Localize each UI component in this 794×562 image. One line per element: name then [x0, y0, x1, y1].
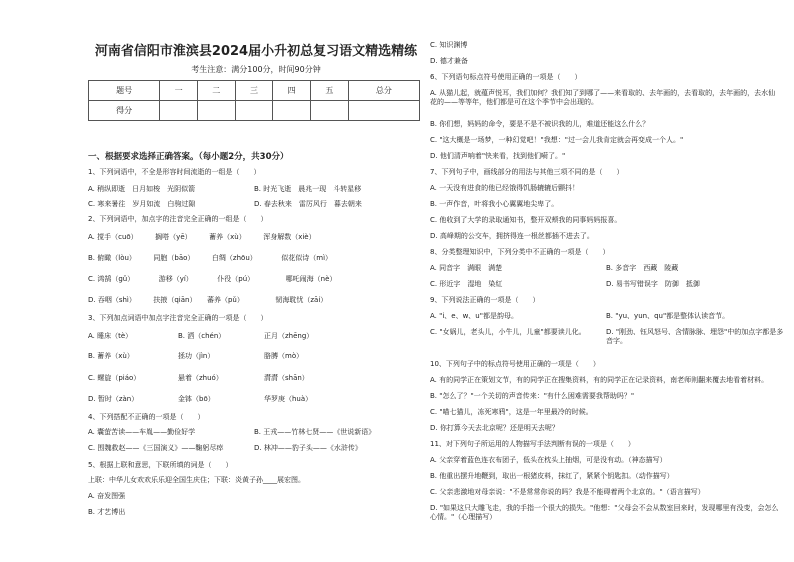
- table-cell[interactable]: [273, 101, 311, 121]
- option[interactable]: C. 鸿鹄（gǔ） 游移（yí） 仆役（pú） 哪吒闹海（nè）: [88, 275, 337, 283]
- section-heading: 一、根据要求选择正确答案。（每小题2分，共30分）: [88, 152, 289, 162]
- option[interactable]: D. 他们清声响着"快来看，找到他们嗬了。": [430, 152, 566, 160]
- option[interactable]: 胳膊（mò）: [264, 352, 304, 360]
- couplet-prompt: 上联：中华儿女欢欢乐乐迎全国生庆住；下联：炎黄子孙____展宏图。: [88, 476, 305, 484]
- table-cell: 五: [311, 81, 349, 101]
- option[interactable]: D. "如果这只大雕飞走，我的手指一个很大的损失。"他想："父母会不会从数室回来时，发现哪里有没变，会怎么心情。"（心理描写）: [430, 504, 779, 521]
- table-cell[interactable]: [311, 101, 349, 121]
- table-row: [89, 101, 420, 121]
- table-cell[interactable]: [348, 101, 419, 121]
- option[interactable]: D. "刚劲、钰风怒号、含情脉脉、埋怨"中的加点字都是多音字。: [606, 328, 784, 345]
- table-cell: 四: [273, 81, 311, 101]
- option[interactable]: B. 多音字 西藏 陵藏: [606, 264, 679, 272]
- question-3: 3、下列加点词语中加点字注音完全正确的一项是（ ）: [88, 314, 268, 322]
- option[interactable]: A. 睡床（tè）: [88, 332, 133, 340]
- option[interactable]: C. 螺旋（piáo）: [88, 374, 141, 382]
- table-cell: 题号: [89, 81, 160, 101]
- page-title: 河南省信阳市淮滨县2024届小升初总复习语文精选精练: [94, 44, 418, 59]
- option[interactable]: A. 从猫儿起，就蕴声悦耳，我们加何？我们知了到哪了——来看取的、去年画的，去看取的，去年画的，去水仙花的——等等年，他们都是可在这个季节中会出现的。: [430, 89, 776, 106]
- option[interactable]: C. 父亲悲激地对母亲说："不是常常你说的吗？我是不能碍着两个北京的。"（语言描写）: [430, 488, 705, 496]
- option[interactable]: D. 高峰期的公交车，拥挤得连一根丝都插不进去了。: [430, 232, 594, 240]
- option[interactable]: A. 搅手（cuō） 搁嗒（yē） 蓄养（xù） 浑身解数（xiè）: [88, 233, 316, 241]
- exam-notice: 考生注意：满分100分，时间90分钟: [191, 65, 321, 74]
- option[interactable]: B. 蓄养（xù）: [88, 352, 134, 360]
- option[interactable]: B. 他重出摆升地鞭到，取出一根猪皮料，抹红了，紧紧个钥匙扣。（动作描写）: [430, 472, 674, 480]
- question-1: 1、下列词语中，不全是形容时间流逝的一组是（ ）: [88, 168, 261, 176]
- question-5: 5、根据上联和意思，下联所填的词是（ ）: [88, 461, 233, 469]
- question-11: 11、对下列句子所运用的人物描写手法判断有误的一项是（ ）: [430, 440, 635, 448]
- option[interactable]: A. "i、e、w、u"都是韵母。: [430, 312, 518, 320]
- option[interactable]: D. 春去秋来 雷厉风行 暮去朝来: [254, 200, 362, 208]
- option[interactable]: A. 同音字 满眼 满楚: [430, 264, 503, 272]
- question-7: 7、下列句子中，画线部分的用法与其他三项不同的是（ ）: [430, 168, 624, 176]
- option[interactable]: D. 易书写错误字 防御 抵御: [606, 280, 700, 288]
- option[interactable]: B. 一声作音，叶将我小心翼翼地尖卑了。: [430, 200, 559, 208]
- table-cell: 得分: [89, 101, 160, 121]
- option[interactable]: D. 暂时（zàn）: [88, 395, 139, 403]
- question-2: 2、下列词语中，加点字的注音完全正确的一组是（ ）: [88, 215, 268, 223]
- table-cell[interactable]: [197, 101, 235, 121]
- table-cell: 一: [160, 81, 198, 101]
- option[interactable]: 正月（zhēng）: [264, 332, 314, 340]
- option[interactable]: C. 知识渊博: [430, 41, 468, 49]
- option[interactable]: A. 囊萤苦读——车胤——勤俭好学: [88, 428, 196, 436]
- question-9: 9、下列说法正确的一项是（ ）: [430, 296, 540, 304]
- option[interactable]: A. 父亲穿着蓝色连衣布团子，低头在枕头上抽烟，可是没有动。（神态描写）: [430, 456, 667, 464]
- option[interactable]: B. 才艺博出: [88, 508, 126, 516]
- option[interactable]: 悬着（zhuó）: [178, 374, 223, 382]
- option[interactable]: B. "yu、yun、qu"都是整体认读音节。: [606, 312, 730, 320]
- table-cell: 三: [235, 81, 273, 101]
- table-cell: 总分: [348, 81, 419, 101]
- table-cell: 二: [197, 81, 235, 101]
- score-table: [88, 80, 420, 121]
- option[interactable]: B. 时光飞逝 晨兆一现 斗转星移: [254, 185, 362, 193]
- option[interactable]: C. "喵七猫儿，冻死寒鸦"，这是一年里最冷的时候。: [430, 408, 593, 416]
- option[interactable]: B. 洒（chén）: [178, 332, 226, 340]
- option[interactable]: B. 王戎——竹林七贤——《世说新语》: [254, 428, 376, 436]
- option[interactable]: D. 德才兼备: [430, 57, 468, 65]
- question-8: 8、分类整理知识中，下列分类中不正确的一项是（ ）: [430, 248, 610, 256]
- option[interactable]: B. "怎么了？"一个关切的声音传来："有什么困难需要我帮助吗？": [430, 392, 635, 400]
- option[interactable]: D. 你打算今天去北京呢？还是明天去呢？: [430, 424, 559, 432]
- question-10: 10、下列句子中的标点符号使用正确的一项是（ ）: [430, 360, 600, 368]
- option[interactable]: A. 一天没有进食的他已经饿得饥肠辘辘后颤抖！: [430, 184, 580, 192]
- option[interactable]: C. 他收到了大学的录取通知书，整开双颊我的同事妈妈报喜。: [430, 216, 622, 224]
- option[interactable]: C. 围魏救赵——《三国演义》——鞠躬尽瘁: [88, 444, 224, 452]
- table-cell[interactable]: [160, 101, 198, 121]
- option[interactable]: 金钵（bō）: [178, 395, 215, 403]
- option[interactable]: 华罗庚（huà）: [264, 395, 313, 403]
- option[interactable]: C. "女娲儿，老头儿，小牛儿，儿童"都要读儿化。: [430, 328, 586, 336]
- option[interactable]: C. "这大概是一场梦，一种幻觉吧！"我想："过一会儿我肯定就会再变成一个人。": [430, 136, 684, 144]
- option[interactable]: C. 形近字 湿地 染紅: [430, 280, 503, 288]
- option[interactable]: D. 吞咽（shì） 扶掖（qiān） 蕃养（pǔ） 韧海耽忧（zāi）: [88, 296, 328, 304]
- option[interactable]: C. 寒来暑往 岁月如流 白驹过隙: [88, 200, 196, 208]
- option[interactable]: B. 你们想，妈妈的命令，要是不是不被识我的儿，难道还能这么什么？: [430, 120, 650, 128]
- option[interactable]: A. 奋发图强: [88, 492, 126, 500]
- option[interactable]: A. 稍纵即逝 日月如梭 光阴似箭: [88, 185, 196, 193]
- option[interactable]: D. 林冲——豹子头——《水浒传》: [254, 444, 362, 452]
- option[interactable]: 潸潸（shān）: [264, 374, 309, 382]
- option[interactable]: A. 有的同学正在策划文节，有的同学正在搜集资料，有的同学正在记录资料，南老师则翻来覆去地看着材料。: [430, 376, 769, 384]
- question-4: 4、下列搭配不正确的一项是（ ）: [88, 413, 205, 421]
- question-6: 6、下列语句标点符号使用正确的一项是（ ）: [430, 73, 582, 81]
- table-cell[interactable]: [235, 101, 273, 121]
- option[interactable]: 拯功（jìn）: [178, 352, 215, 360]
- table-row: [89, 81, 420, 101]
- option[interactable]: B. 俯瞰（lòu） 同胞（bāo） 白绸（zhōu） 似花似诗（mì）: [88, 254, 333, 262]
